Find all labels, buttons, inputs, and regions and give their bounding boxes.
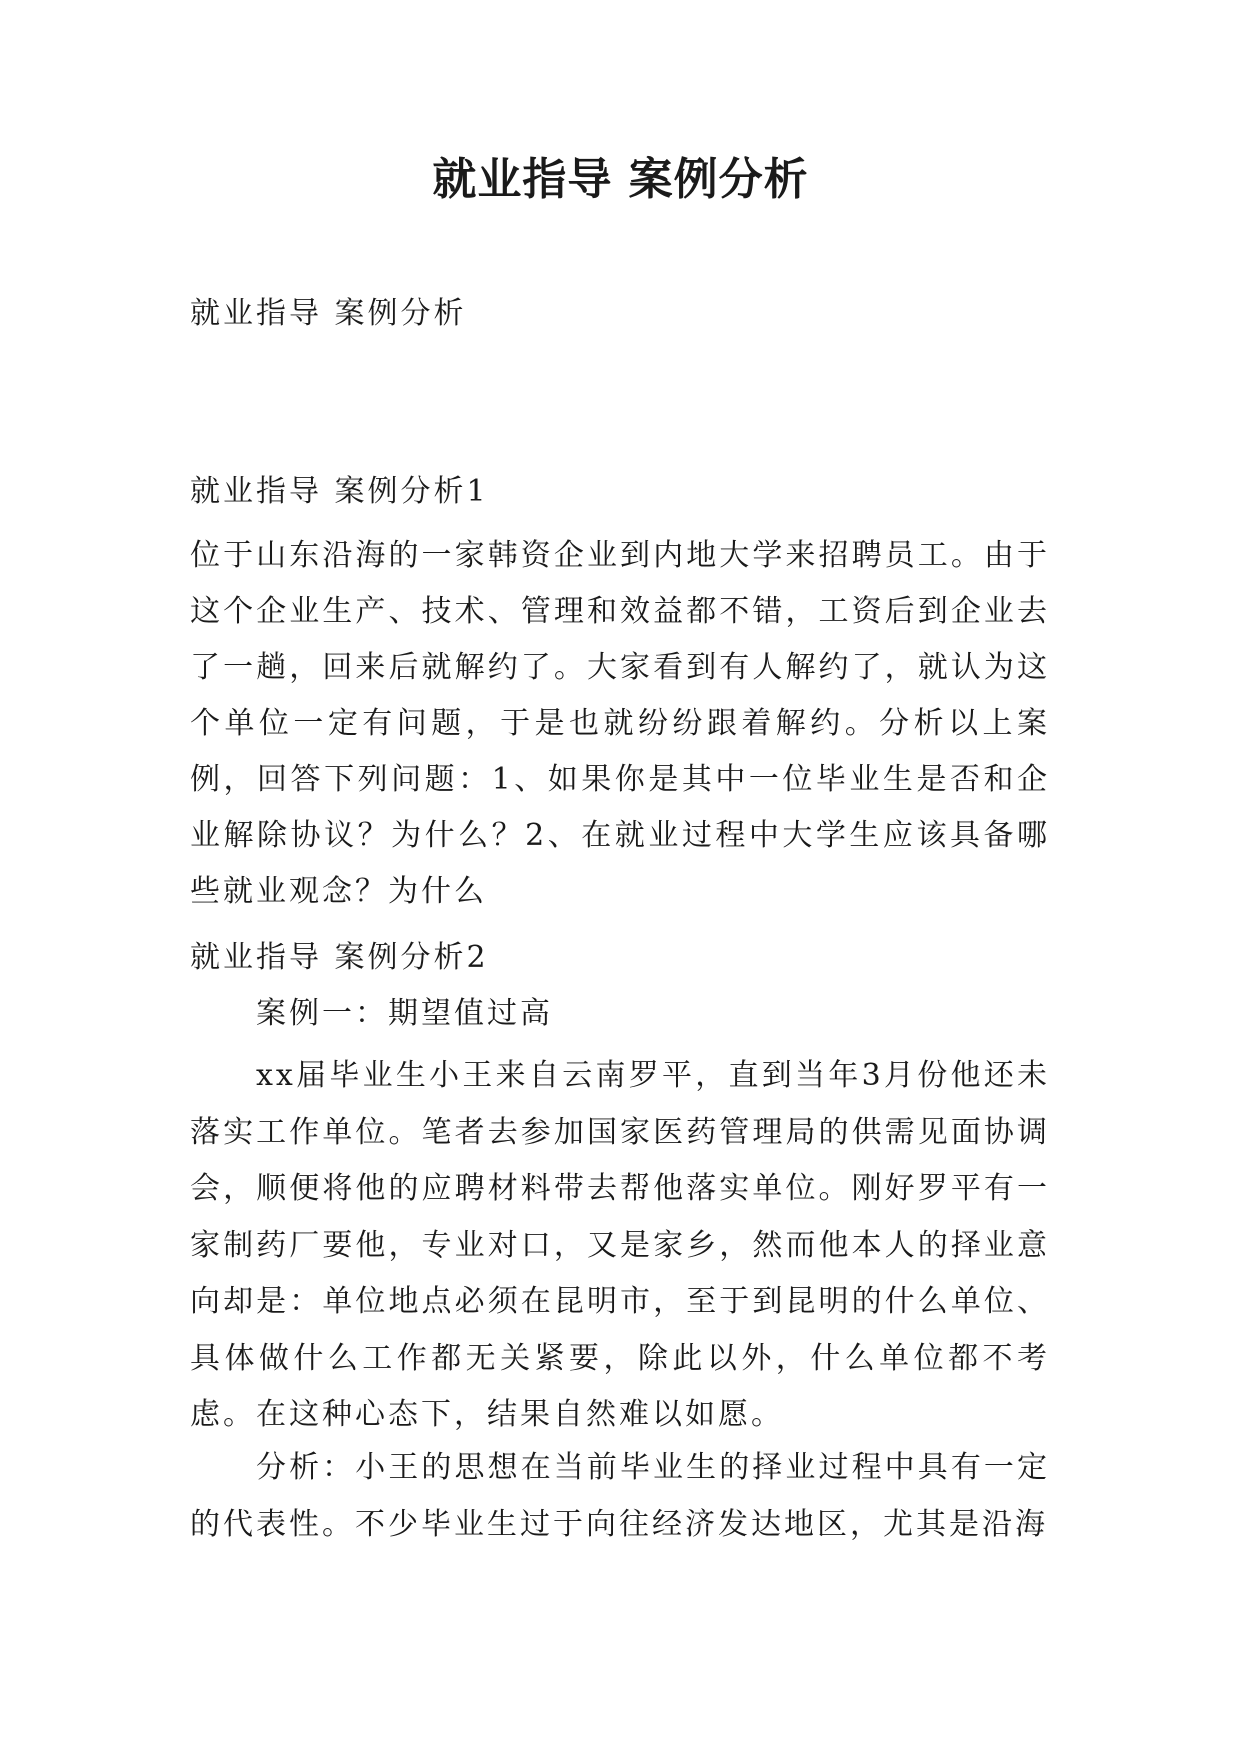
document-subtitle: 就业指导 案例分析 — [190, 296, 467, 331]
section-1-heading: 就业指导 案例分析1 — [190, 474, 489, 509]
case-1-title: 案例一：期望值过高 — [256, 996, 553, 1031]
case-1-body: xx届毕业生小王来自云南罗平，直到当年3月份他还未落实工作单位。笔者去参加国家医药管理局的供需见面协调会，顺便将他的应聘材料带去帮他落实单位。刚好罗平有一家制药厂要他，专业对口，又是家乡，然而他本人的择业意向却是：单位地点必须在昆明市，至于到昆明的什么单位、具体做什么工作都无关紧要，除此以外，什么单位都不考虑。在这种心态下，结果自然难以如愿。 — [190, 1058, 1050, 1432]
section-1-body: 位于山东沿海的一家韩资企业到内地大学来招聘员工。由于这个企业生产、技术、管理和效益都不错，工资后到企业去了一趟，回来后就解约了。大家看到有人解约了，就认为这个单位一定有问题，于是也就纷纷跟着解约。分析以上案例，回答下列问题：1、如果你是其中一位毕业生是否和企业解除协议？为什么？2、在就业过程中大学生应该具备哪些就业观念？为什么 — [190, 538, 1050, 909]
section-2-heading: 就业指导 案例分析2 — [190, 940, 489, 975]
document-title: 就业指导 案例分析 — [432, 154, 809, 205]
case-1-analysis: 分析：小王的思想在当前毕业生的择业过程中具有一定的代表性。不少毕业生过于向往经济发达地区，尤其是沿海 — [190, 1450, 1050, 1542]
